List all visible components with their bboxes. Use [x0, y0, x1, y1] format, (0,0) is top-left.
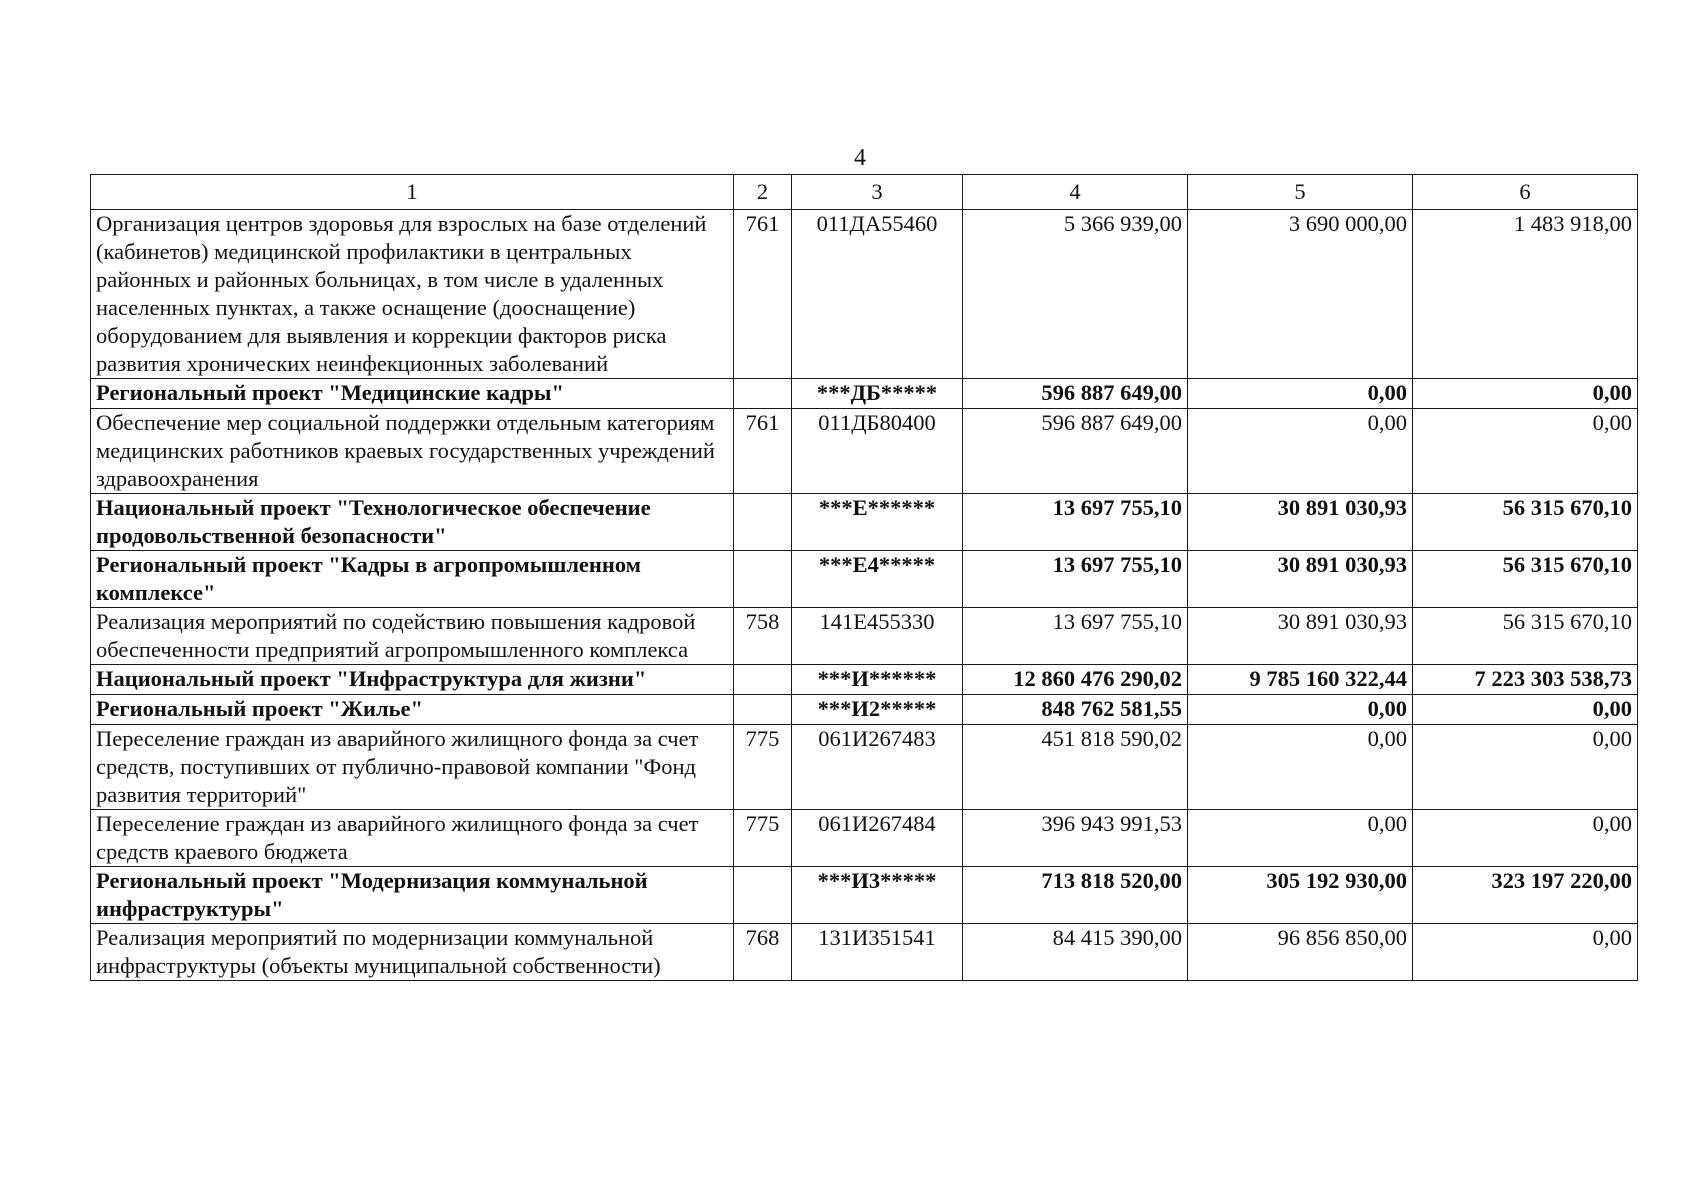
row-amount-col6: 0,00 — [1413, 924, 1638, 981]
row-name-cell: Региональный проект "Кадры в агропромышленном комплексе" — [91, 551, 734, 608]
row-amount-col5: 30 891 030,93 — [1188, 551, 1413, 608]
row-amount-col5: 0,00 — [1188, 810, 1413, 867]
page-number: 4 — [854, 145, 866, 171]
row-amount-col5: 0,00 — [1188, 409, 1413, 494]
row-admin-code-cell: 761 — [734, 210, 792, 379]
row-amount-col4: 713 818 520,00 — [963, 867, 1188, 924]
row-classification-code-cell: ***Е****** — [792, 494, 963, 551]
row-amount-col6: 7 223 303 538,73 — [1413, 665, 1638, 695]
row-amount-col5: 96 856 850,00 — [1188, 924, 1413, 981]
row-admin-code-cell: 768 — [734, 924, 792, 981]
row-classification-code-cell: ***И2***** — [792, 695, 963, 725]
row-name-cell: Реализация мероприятий по модернизации коммунальной инфраструктуры (объекты муниципальной собственности) — [91, 924, 734, 981]
row-amount-col5: 30 891 030,93 — [1188, 608, 1413, 665]
row-admin-code-cell: 775 — [734, 810, 792, 867]
row-amount-col4: 5 366 939,00 — [963, 210, 1188, 379]
row-amount-col5: 0,00 — [1188, 379, 1413, 409]
row-classification-code-cell: ***И****** — [792, 665, 963, 695]
row-amount-col6: 0,00 — [1413, 379, 1638, 409]
column-header-3: 3 — [792, 175, 963, 210]
row-classification-code-cell: 011ДБ80400 — [792, 409, 963, 494]
row-classification-code-cell: 131И351541 — [792, 924, 963, 981]
table-row-subtotal — [91, 379, 1638, 409]
row-name-cell: Обеспечение мер социальной поддержки отдельным категориям медицинских работников краевых государственных учреждений здравоохранения — [91, 409, 734, 494]
column-header-6: 6 — [1413, 175, 1638, 210]
row-admin-code-cell — [734, 379, 792, 409]
row-amount-col6: 0,00 — [1413, 725, 1638, 810]
row-amount-col6: 1 483 918,00 — [1413, 210, 1638, 379]
row-name-cell: Региональный проект "Медицинские кадры" — [91, 379, 734, 409]
row-amount-col4: 13 697 755,10 — [963, 551, 1188, 608]
table-row — [91, 810, 1638, 867]
table-row-subtotal — [91, 551, 1638, 608]
row-amount-col6: 0,00 — [1413, 695, 1638, 725]
row-admin-code-cell — [734, 551, 792, 608]
row-classification-code-cell: 141Е455330 — [792, 608, 963, 665]
table-row — [91, 210, 1638, 379]
row-amount-col4: 596 887 649,00 — [963, 409, 1188, 494]
row-amount-col4: 596 887 649,00 — [963, 379, 1188, 409]
row-admin-code-cell: 775 — [734, 725, 792, 810]
row-classification-code-cell: ***И3***** — [792, 867, 963, 924]
row-classification-code-cell: 011ДА55460 — [792, 210, 963, 379]
row-admin-code-cell — [734, 665, 792, 695]
row-admin-code-cell — [734, 494, 792, 551]
table-row — [91, 924, 1638, 981]
row-name-cell: Региональный проект "Модернизация коммунальной инфраструктуры" — [91, 867, 734, 924]
row-classification-code-cell: ***Е4***** — [792, 551, 963, 608]
row-admin-code-cell: 758 — [734, 608, 792, 665]
table-row — [91, 608, 1638, 665]
row-admin-code-cell — [734, 695, 792, 725]
table-row-subtotal — [91, 494, 1638, 551]
table-row — [91, 725, 1638, 810]
row-amount-col5: 0,00 — [1188, 725, 1413, 810]
row-classification-code-cell: 061И267484 — [792, 810, 963, 867]
row-amount-col4: 84 415 390,00 — [963, 924, 1188, 981]
row-amount-col4: 13 697 755,10 — [963, 494, 1188, 551]
row-classification-code-cell: 061И267483 — [792, 725, 963, 810]
table-row-subtotal — [91, 665, 1638, 695]
row-amount-col6: 0,00 — [1413, 810, 1638, 867]
row-amount-col4: 848 762 581,55 — [963, 695, 1188, 725]
column-header-2: 2 — [734, 175, 792, 210]
row-amount-col5: 30 891 030,93 — [1188, 494, 1413, 551]
row-admin-code-cell: 761 — [734, 409, 792, 494]
table-row — [91, 409, 1638, 494]
row-amount-col6: 323 197 220,00 — [1413, 867, 1638, 924]
row-admin-code-cell — [734, 867, 792, 924]
header-row — [91, 175, 1638, 210]
table-row-subtotal — [91, 695, 1638, 725]
row-amount-col4: 12 860 476 290,02 — [963, 665, 1188, 695]
row-classification-code-cell: ***ДБ***** — [792, 379, 963, 409]
row-name-cell: Переселение граждан из аварийного жилищного фонда за счет средств краевого бюджета — [91, 810, 734, 867]
row-amount-col5: 0,00 — [1188, 695, 1413, 725]
row-amount-col6: 56 315 670,10 — [1413, 551, 1638, 608]
row-amount-col4: 13 697 755,10 — [963, 608, 1188, 665]
budget-table — [90, 174, 1638, 981]
column-header-4: 4 — [963, 175, 1188, 210]
row-name-cell: Национальный проект "Технологическое обеспечение продовольственной безопасности" — [91, 494, 734, 551]
row-amount-col6: 0,00 — [1413, 409, 1638, 494]
row-amount-col5: 305 192 930,00 — [1188, 867, 1413, 924]
row-name-cell: Реализация мероприятий по содействию повышения кадровой обеспеченности предприятий агропромышленного комплекса — [91, 608, 734, 665]
row-name-cell: Переселение граждан из аварийного жилищного фонда за счет средств, поступивших от публично-правовой компании "Фонд развития территорий" — [91, 725, 734, 810]
column-header-1: 1 — [91, 175, 734, 210]
table-row-subtotal — [91, 867, 1638, 924]
row-amount-col4: 396 943 991,53 — [963, 810, 1188, 867]
row-amount-col6: 56 315 670,10 — [1413, 608, 1638, 665]
row-amount-col4: 451 818 590,02 — [963, 725, 1188, 810]
row-amount-col5: 3 690 000,00 — [1188, 210, 1413, 379]
row-amount-col6: 56 315 670,10 — [1413, 494, 1638, 551]
row-name-cell: Региональный проект "Жилье" — [91, 695, 734, 725]
column-header-5: 5 — [1188, 175, 1413, 210]
row-name-cell: Национальный проект "Инфраструктура для жизни" — [91, 665, 734, 695]
row-name-cell: Организация центров здоровья для взрослых на базе отделений (кабинетов) медицинской профилактики в центральных районных и районных больницах, в том числе в удаленных населенных пунктах, а также оснащение (дооснащение) оборудованием для выявления и коррекции факторов риска развития хронических неинфекционных заболеваний — [91, 210, 734, 379]
row-amount-col5: 9 785 160 322,44 — [1188, 665, 1413, 695]
